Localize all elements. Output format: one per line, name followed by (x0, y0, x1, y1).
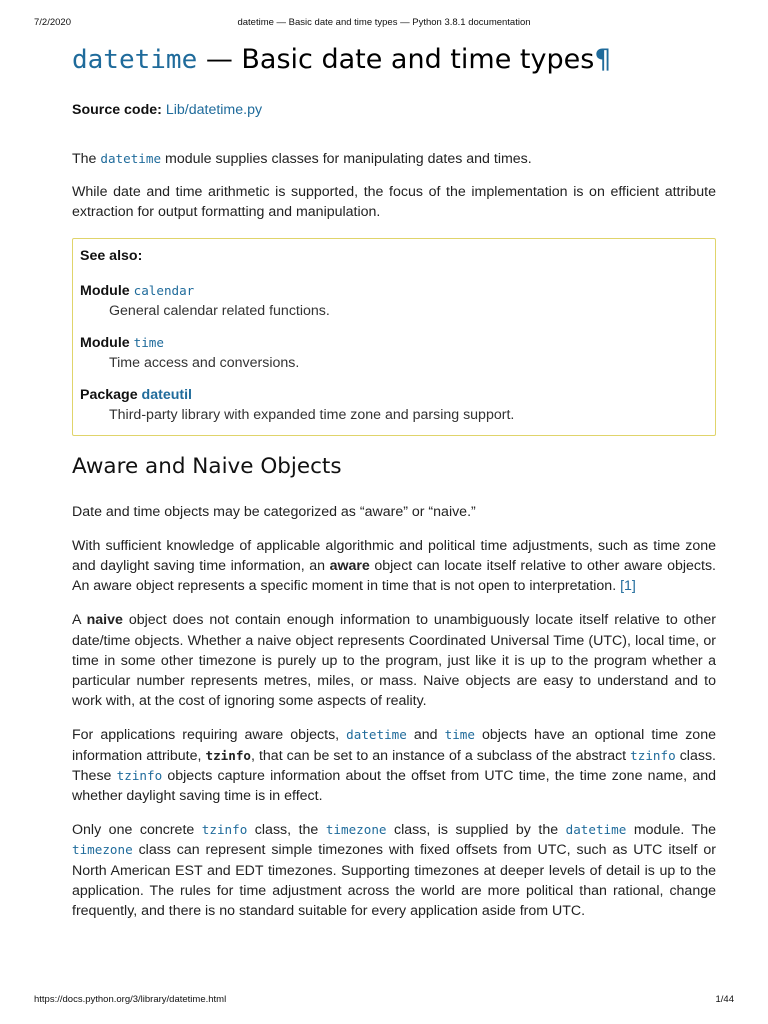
print-page-number: 1/44 (715, 994, 734, 1005)
tzinfo-link[interactable]: tzinfo (116, 767, 163, 783)
print-title: datetime — Basic date and time types — Python 3.8.1 documentation (237, 17, 531, 28)
see-also-list (80, 281, 707, 425)
tzinfo-attribute: tzinfo (205, 747, 251, 763)
see-also-item-time (80, 333, 707, 353)
document-body (72, 40, 716, 921)
text: objects have an optional time zone information attribute, (72, 727, 716, 764)
print-url: https://docs.python.org/3/library/datetime.html (34, 994, 227, 1005)
see-also-item-calendar (80, 281, 707, 301)
time-link[interactable]: time (444, 727, 475, 743)
text: objects capture information about the offset from UTC time, the time zone name, and whether daylight saving time is in effect. (72, 767, 717, 805)
print-date: 7/2/2020 (34, 17, 71, 28)
text: module supplies classes for manipulating dates and times. (161, 151, 532, 167)
datetime-link[interactable]: datetime (346, 727, 407, 743)
source-code-line (72, 100, 716, 120)
text: object can locate itself relative to other aware objects. An aware object represents a specific moment in time that is not open to interpretation. (72, 558, 716, 595)
time-link[interactable]: time (133, 334, 164, 350)
section-title: Aware and Naive Objects (72, 453, 342, 479)
footnote-link[interactable]: [1] (620, 578, 636, 595)
bold-term: naive (86, 612, 123, 629)
page-title (72, 40, 716, 80)
text: class can represent simple timezones with fixed offsets from UTC, such as UTC itself or North American EST and EDT timezones. Supporting timezones at deeper levels of detail is up to the application. The rules for time adjustment across the world are more political than rational, change frequently, and there is no standard suitable for every application aside from UTC. (72, 842, 716, 920)
text: With sufficient knowledge of applicable algorithmic and political time adjustments, such as time zone and daylight saving time information, an (72, 537, 716, 575)
text: A (72, 612, 87, 629)
see-also-title: See also: (80, 247, 143, 264)
source-code-link[interactable]: Lib/datetime.py (165, 102, 263, 118)
tzinfo-link[interactable]: tzinfo (630, 747, 676, 763)
page-title-module: datetime (72, 45, 198, 75)
see-also-desc: General calendar related functions. (109, 302, 330, 319)
intro-paragraph-1 (72, 149, 716, 169)
text: object does not contain enough information to unambiguously locate itself relative to other date/time objects. Whether a naive object represents Coordinated Universal Time (UTC), local time, or time in some other timezone is purely up to the program, just like it is up to the program whether a particular number represents metres, miles, or mass. Naive objects are easy to understand and to work with, at the cost of ignoring some aspects of reality. (72, 612, 716, 710)
dateutil-link[interactable]: dateutil (141, 386, 192, 403)
datetime-link[interactable]: datetime (565, 822, 627, 838)
calendar-link[interactable]: calendar (133, 282, 195, 298)
section-paragraph-3 (72, 610, 716, 711)
see-also-desc: Time access and conversions. (109, 354, 300, 371)
print-header (0, 17, 768, 29)
see-also-desc: Third-party library with expanded time zone and parsing support. (109, 406, 515, 423)
item-kind: Package (80, 386, 138, 403)
source-code-label: Source code: (72, 102, 162, 118)
see-also-item-dateutil (80, 385, 707, 405)
tzinfo-link[interactable]: tzinfo (201, 822, 248, 838)
section-paragraph-2 (72, 536, 716, 597)
print-footer (0, 994, 768, 1006)
text: class, is supplied by the (386, 822, 566, 839)
text: For applications requiring aware objects, (72, 727, 347, 744)
section-paragraph-4 (72, 725, 716, 806)
item-kind: Module (80, 282, 130, 299)
text: module. The (626, 822, 716, 839)
timezone-link[interactable]: timezone (72, 842, 133, 858)
text: class, the (247, 822, 326, 839)
text: class. These (72, 747, 716, 784)
datetime-link[interactable]: datetime (100, 151, 162, 166)
section-paragraph-1: Date and time objects may be categorized as “aware” or “naive.” (72, 503, 476, 520)
item-kind: Module (80, 334, 130, 351)
timezone-link[interactable]: timezone (325, 822, 387, 838)
see-also-box (72, 238, 716, 436)
text: Only one concrete (72, 822, 202, 839)
section-paragraph-5 (72, 820, 716, 921)
bold-term: aware (329, 558, 370, 575)
text: The (72, 151, 101, 167)
permalink-icon[interactable]: ¶ (594, 44, 612, 75)
intro-paragraph-2: While date and time arithmetic is supported, the focus of the implementation is on efficient attribute extraction for output formatting and manipulation. (72, 184, 716, 221)
text: and (406, 727, 445, 744)
text: , that can be set to an instance of a subclass of the abstract (250, 747, 631, 764)
page-title-text: — Basic date and time types (197, 44, 595, 75)
